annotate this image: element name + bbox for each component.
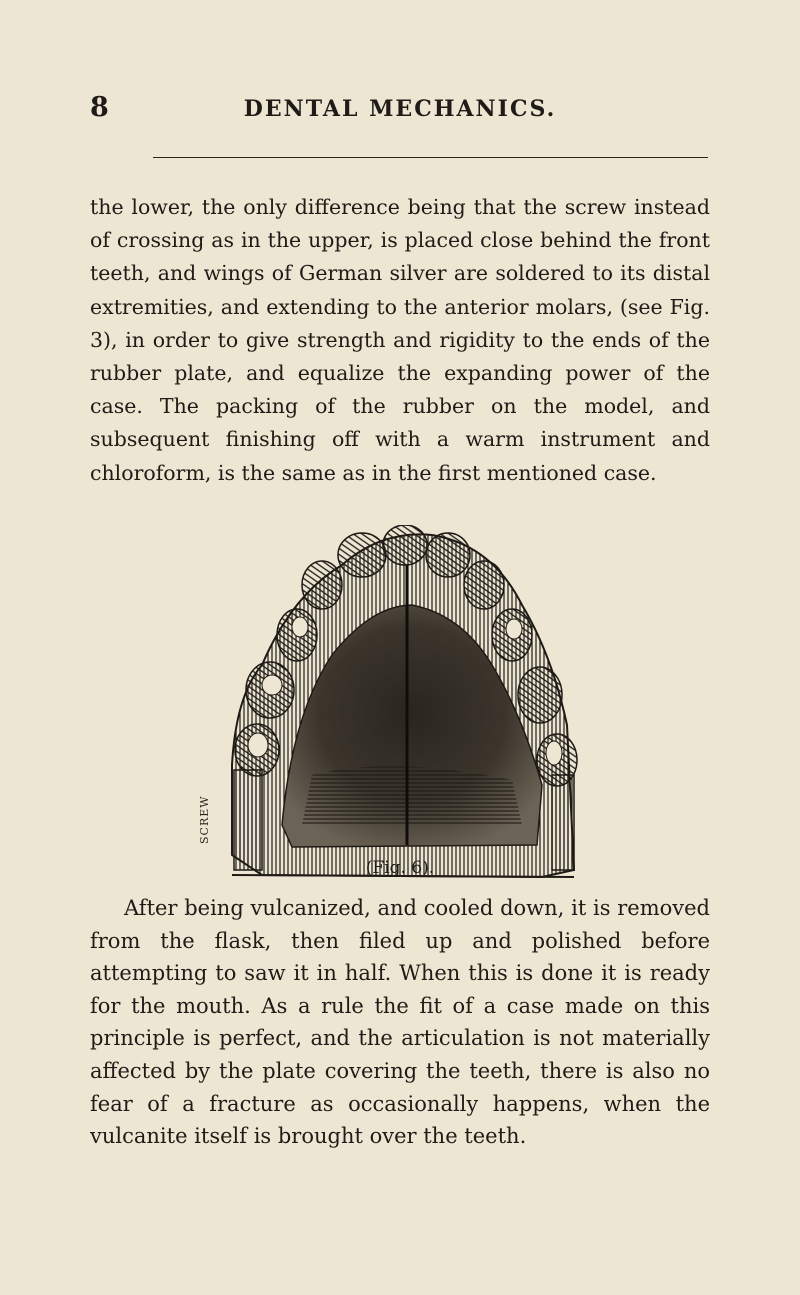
page-number: 8 [90, 92, 109, 123]
figure-caption: (Fig. 6). [365, 858, 435, 878]
running-title: DENTAL MECHANICS. [243, 96, 557, 122]
paragraph-2: After being vulcanized, and cooled down, it is removed from the flask, then filed up and polished before attempting to saw it in half. When this is done it is ready for the mouth. As a rule the fit of a case made on this principle is perfect, and the articulation is not materially affected by the plate covering the teeth, there is also no fear of a fracture as occasionally happens, when the vulcanite itself is brought over the teeth. [90, 896, 710, 1149]
header-rule [153, 157, 708, 158]
paragraph-1: the lower, the only difference being that the screw instead of crossing as in the upper, is placed close behind the front teeth, and wings of German silver are soldered to its distal extremities, and extending to the anterior molars, (see Fig. 3), in order to give strength and rigidity to the ends of the rubber plate, and equalize the expanding power of the case. The packing of the rubber on the model, and subsequent finishing off with a warm instrument and chloroform, is the same as in the first mentioned case. [90, 195, 710, 485]
figure-side-label: SCREW [198, 795, 211, 844]
dental-plate-illustration [222, 525, 592, 885]
